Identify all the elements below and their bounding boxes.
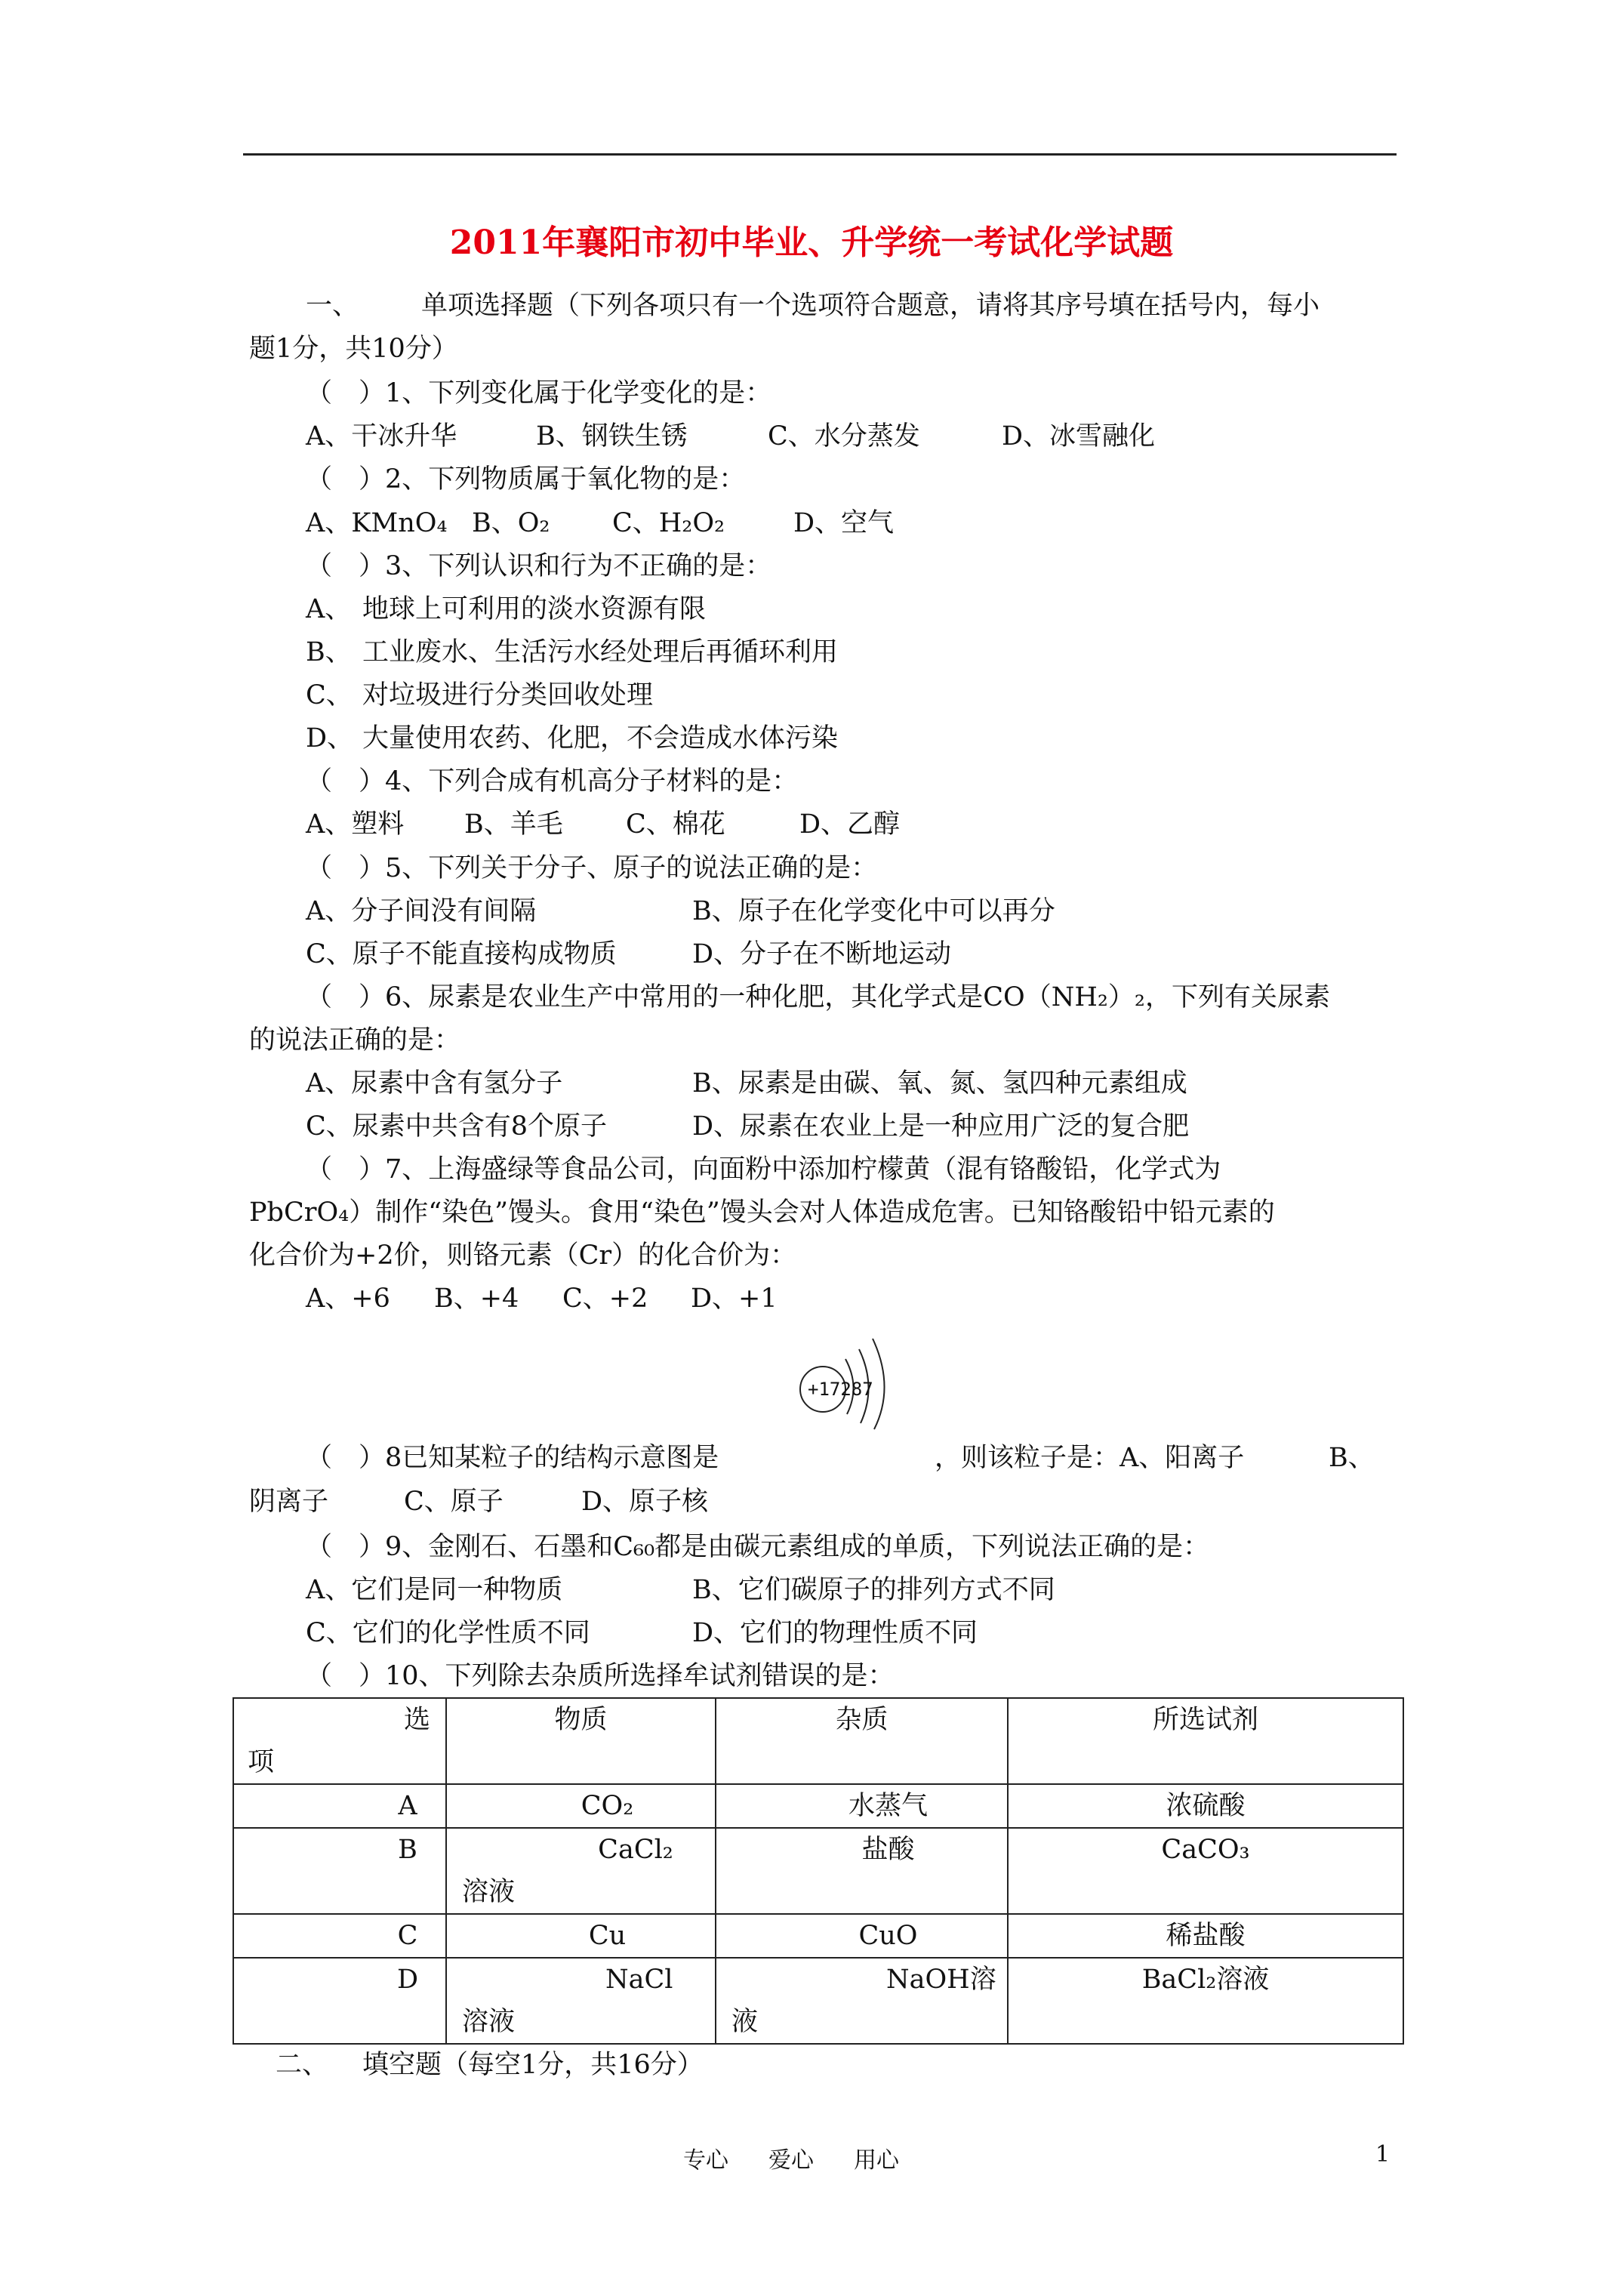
q3-option-b-text: 工业废水、生活污水经处理后再循环利用 — [362, 637, 839, 667]
q6-options-row1 — [306, 1065, 1187, 1102]
table-row — [233, 1784, 1403, 1828]
q4-stem: （ ）4、下列合成有机高分子材料的是： — [306, 766, 799, 797]
row-c-option: C — [233, 1914, 446, 1958]
row-b-reagent: CaCO₃ — [1008, 1828, 1403, 1914]
q3-option-b — [306, 633, 838, 671]
q4-option-a: A、塑料 — [306, 809, 405, 840]
q5-option-c: C、原子不能直接构成物质 — [306, 939, 617, 969]
q7-stem-cont2: 化合价为+2价，则铬元素（Cr）的化合价为： — [249, 1240, 797, 1271]
q1-option-d: D、冰雪融化 — [1002, 421, 1156, 451]
section1-number: 一、 — [306, 291, 359, 321]
q4-option-d: D、乙醇 — [799, 809, 901, 840]
atom-structure-diagram — [785, 1318, 921, 1431]
electron-shell-3 — [873, 1339, 885, 1429]
row-b-option: B — [233, 1828, 446, 1914]
q3-option-c — [306, 676, 653, 714]
q2-option-c: C、H₂O₂ — [612, 508, 725, 538]
q2-stem: （ ）2、下列物质属于氧化物的是： — [306, 464, 746, 495]
row-a-impurity: 水蒸气 — [716, 1784, 1008, 1828]
q3-option-d — [306, 720, 838, 757]
row-c-reagent: 稀盐酸 — [1008, 1914, 1403, 1958]
q3-stem: （ ）3、下列认识和行为不正确的是： — [306, 551, 772, 581]
q3-option-c-label: C、 — [306, 680, 353, 710]
q3-option-a-label: A、 — [306, 594, 352, 624]
q7-option-c: C、+2 — [562, 1284, 648, 1314]
q7-option-b: B、+4 — [434, 1284, 519, 1314]
row-a-substance: CO₂ — [446, 1784, 716, 1828]
row-c-impurity: CuO — [716, 1914, 1008, 1958]
q3-option-b-label: B、 — [306, 637, 352, 667]
q3-option-d-label: D、 — [306, 723, 354, 754]
q6-option-b: B、尿素是由碳、氧、氮、氢四种元素组成 — [692, 1068, 1187, 1099]
q7-options — [306, 1280, 778, 1318]
header-impurity: 杂质 — [716, 1698, 1008, 1784]
page-title: 2011年襄阳市初中毕业、升学统一考试化学试题 — [449, 223, 1174, 262]
q2-option-d: D、空气 — [793, 508, 895, 538]
q3-option-d-text: 大量使用农药、化肥，不会造成水体污染 — [362, 723, 839, 754]
table-row — [233, 1914, 1403, 1958]
q8-option-c: C、原子 — [404, 1487, 504, 1517]
q9-option-b: B、它们碳原子的排列方式不同 — [692, 1575, 1055, 1605]
table-row — [233, 1958, 1403, 2044]
q6-option-c: C、尿素中共含有8个原子 — [306, 1111, 608, 1142]
reagent-table — [233, 1697, 1404, 2045]
q9-stem: （ ）9、金刚石、石墨和C₆₀都是由碳元素组成的单质，下列说法正确的是： — [306, 1532, 1210, 1562]
q1-options — [306, 418, 1155, 455]
q5-options-row2 — [306, 935, 951, 973]
q2-option-a: A、KMnO₄ — [306, 508, 448, 538]
q4-option-c: C、棉花 — [626, 809, 725, 840]
table-row — [233, 1828, 1403, 1914]
q10-stem: （ ）10、下列除去杂质所选择牟试剂错误的是： — [306, 1661, 895, 1691]
q1-option-b: B、钢铁生锈 — [536, 421, 688, 451]
header-option: 选 项 — [233, 1698, 446, 1784]
q9-option-c: C、它们的化学性质不同 — [306, 1618, 590, 1648]
q5-option-a: A、分子间没有间隔 — [306, 896, 537, 926]
q6-options-row2 — [306, 1108, 1189, 1145]
q7-stem: （ ）7、上海盛绿等食品公司，向面粉中添加柠檬黄（混有铬酸铅，化学式为 — [306, 1154, 1221, 1185]
q4-options — [306, 806, 900, 843]
q5-option-b: B、原子在化学变化中可以再分 — [692, 896, 1055, 926]
footer-mid: 爱心 — [768, 2147, 814, 2174]
row-a-reagent: 浓硫酸 — [1008, 1784, 1403, 1828]
q8-stem: （ ）8已知某粒子的结构示意图是 — [306, 1443, 719, 1473]
row-d-option: D — [233, 1958, 446, 2044]
row-a-option: A — [233, 1784, 446, 1828]
footer-left: 专心 — [683, 2147, 728, 2174]
table-header-row — [233, 1698, 1403, 1784]
q1-stem: （ ）1、下列变化属于化学变化的是： — [306, 378, 772, 408]
header-substance: 物质 — [446, 1698, 716, 1784]
footer-right: 用心 — [854, 2147, 899, 2174]
q8-options-cont — [249, 1483, 708, 1521]
q9-option-d: D、它们的物理性质不同 — [692, 1618, 978, 1648]
q5-option-d: D、分子在不断地运动 — [692, 939, 952, 969]
atom-diagram-label: +17287 — [808, 1379, 873, 1400]
q6-stem: （ ）6、尿素是农业生产中常用的一种化肥，其化学式是CO（NH₂）₂，下列有关尿素 — [306, 982, 1330, 1012]
q9-options-row1 — [306, 1571, 1055, 1609]
q7-option-a: A、+6 — [306, 1284, 390, 1314]
header-reagent: 所选试剂 — [1008, 1698, 1403, 1784]
q6-option-a: A、尿素中含有氢分子 — [306, 1068, 563, 1099]
section1-heading: 单项选择题（下列各项只有一个选项符合题意，请将其序号填在括号内，每小 — [421, 291, 1320, 321]
q8-option-b-text: 阴离子 — [249, 1487, 329, 1517]
q6-stem-cont: 的说法正确的是： — [249, 1025, 461, 1056]
row-d-substance: NaCl 溶液 — [446, 1958, 716, 2044]
q4-option-b: B、羊毛 — [464, 809, 563, 840]
q3-option-a-text: 地球上可利用的淡水资源有限 — [362, 594, 707, 624]
row-b-substance: CaCl₂ 溶液 — [446, 1828, 716, 1914]
q2-option-b: B、O₂ — [472, 508, 550, 538]
page-number: 1 — [1375, 2141, 1390, 2168]
q3-option-c-text: 对垃圾进行分类回收处理 — [362, 680, 654, 710]
header-rule — [243, 153, 1397, 156]
q1-option-c: C、水分蒸发 — [768, 421, 920, 451]
q3-option-a — [306, 590, 706, 628]
q8-stem-tail: ，则该粒子是：A、阳离子 — [935, 1443, 1245, 1473]
q2-options — [306, 504, 894, 542]
section2-heading: 填空题（每空1分，共16分） — [362, 2050, 704, 2080]
q9-option-a: A、它们是同一种物质 — [306, 1575, 563, 1605]
row-d-reagent: BaCl₂溶液 — [1008, 1958, 1403, 2044]
row-c-substance: Cu — [446, 1914, 716, 1958]
q5-options-row1 — [306, 892, 1055, 930]
row-b-impurity: 盐酸 — [716, 1828, 1008, 1914]
q9-options-row2 — [306, 1614, 978, 1652]
row-d-impurity: NaOH溶 液 — [716, 1958, 1008, 2044]
section2-number: 二、 — [276, 2050, 329, 2080]
q6-option-d: D、尿素在农业上是一种应用广泛的复合肥 — [692, 1111, 1190, 1142]
q5-stem: （ ）5、下列关于分子、原子的说法正确的是： — [306, 853, 878, 883]
q8-option-d: D、原子核 — [581, 1487, 709, 1517]
q8-option-b-label: B、 — [1329, 1443, 1375, 1473]
q7-option-d: D、+1 — [691, 1284, 778, 1314]
q1-option-a: A、干冰升华 — [306, 421, 457, 451]
q7-stem-cont: PbCrO₄）制作“染色”馒头。食用“染色”馒头会对人体造成危害。已知铬酸铅中铅元素的 — [249, 1197, 1275, 1228]
section1-heading-cont: 题1分，共10分） — [249, 334, 458, 364]
